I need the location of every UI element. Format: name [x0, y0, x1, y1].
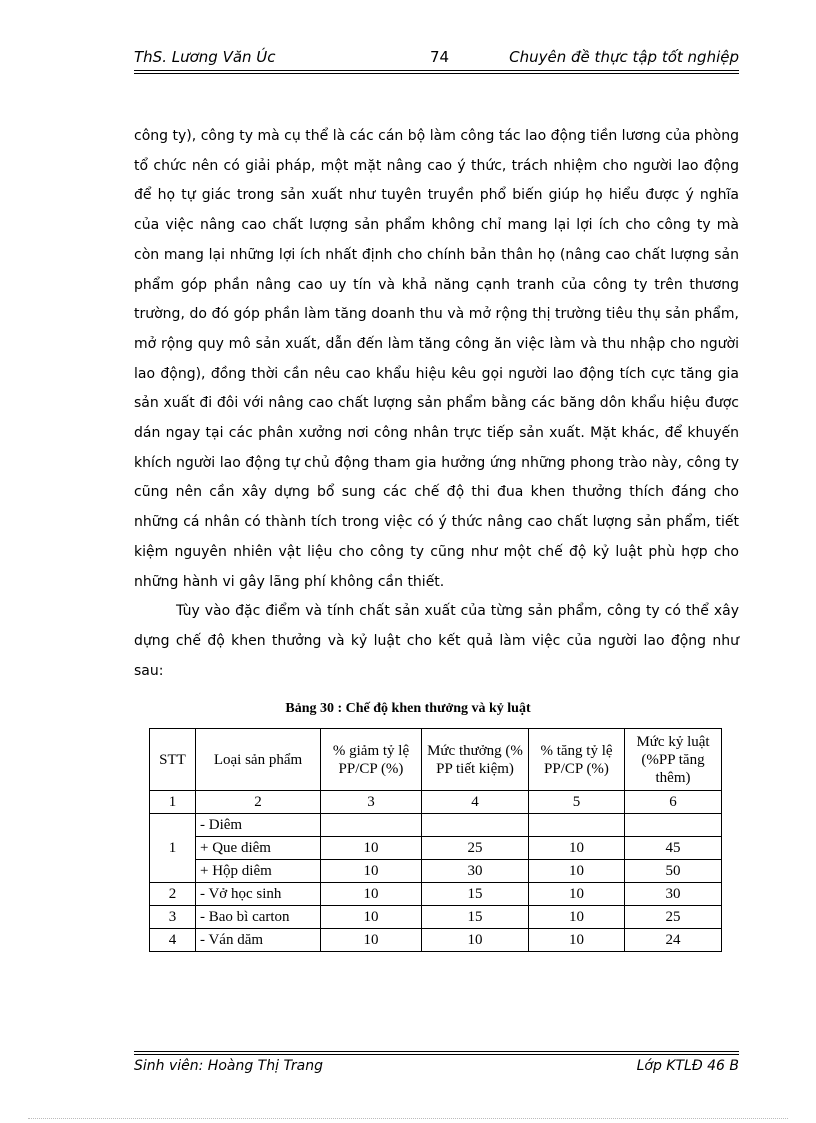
value-cell: 10	[321, 837, 422, 860]
header-cell: % tăng tỷ lệ PP/CP (%)	[529, 729, 625, 791]
index-cell: 5	[529, 791, 625, 814]
header-cell: % giảm tỷ lệ PP/CP (%)	[321, 729, 422, 791]
header-cell: Loại sản phẩm	[196, 729, 321, 791]
value-cell: 10	[321, 860, 422, 883]
stt-cell: 3	[150, 906, 196, 929]
value-cell: 24	[625, 929, 722, 952]
value-cell: 10	[321, 883, 422, 906]
table-index-row	[150, 791, 722, 814]
value-cell: 10	[529, 906, 625, 929]
value-cell	[321, 814, 422, 837]
stt-cell: 1	[150, 814, 196, 883]
product-cell: - Diêm	[196, 814, 321, 837]
stt-cell: 4	[150, 929, 196, 952]
table-caption: Bảng 30 : Chế độ khen thưởng và kỷ luật	[285, 701, 531, 716]
header-cell: Mức kỷ luật (%PP tăng thêm)	[625, 729, 722, 791]
stt-cell: 2	[150, 883, 196, 906]
value-cell: 10	[529, 837, 625, 860]
table-header-row	[150, 729, 722, 791]
footer-student: Sinh viên: Hoàng Thị Trang	[134, 1058, 324, 1074]
value-cell: 25	[625, 906, 722, 929]
product-cell: + Que diêm	[196, 837, 321, 860]
footer-rule	[134, 1051, 739, 1055]
footer-class: Lớp KTLĐ 46 B	[636, 1058, 739, 1074]
page-header	[134, 48, 739, 70]
table-row	[150, 883, 722, 906]
header-rule	[134, 70, 739, 74]
body-paragraph: công ty), công ty mà cụ thể là các cán bộ làm công tác lao động tiền lương của phòng tổ chức nên có giải pháp, một mặt nâng cao ý thức, trách nhiệm cho người lao động để họ tự giác trong sản xuất như tuyên truyền phổ biến giúp họ hiểu được ý nghĩa của việc nâng cao chất lượng sản phẩm không chỉ mang lại lợi ích cho công ty mà còn mang lại những lợi ích nhất định cho chính bản thân họ (nâng cao chất lượng sản phẩm góp phần nâng cao uy tín và khả năng cạnh tranh của công ty trên thương trường, do đó góp phần làm tăng doanh thu và mở rộng thị trường tiêu thụ sản phẩm, mở rộng quy mô sản xuất, dẫn đến làm tăng công ăn việc làm và thu nhập cho người lao động), đồng thời cần nêu cao khẩu hiệu kêu gọi người lao động tích cực tăng gia sản xuất đi đôi với nâng cao chất lượng sản phẩm bằng các băng dôn khẩu hiệu được dán ngay tại các phân xưởng nơi công nhân trực tiếp sản xuất. Mặt khác, để khuyến khích người lao động tự chủ động tham gia hưởng ứng những phong trào này, công ty cũng nên cần xây dựng bổ sung các chế độ thi đua khen thưởng thích đáng cho những cá nhân có thành tích trong việc có ý thức nâng cao chất lượng sản phẩm, tiết kiệm nguyên nhiên vật liệu cho công ty cũng như một chế độ kỷ luật phù hợp cho những hành vi gây lãng phí không cần thiết.	[134, 128, 739, 590]
table-row	[150, 860, 722, 883]
index-cell: 2	[196, 791, 321, 814]
header-cell: Mức thưởng (% PP tiết kiệm)	[422, 729, 529, 791]
index-cell: 1	[150, 791, 196, 814]
value-cell: 10	[321, 906, 422, 929]
value-cell: 15	[422, 883, 529, 906]
product-cell: - Ván dăm	[196, 929, 321, 952]
header-cell: STT	[150, 729, 196, 791]
value-cell: 10	[321, 929, 422, 952]
header-title: Chuyên đề thực tập tốt nghiệp	[509, 48, 739, 66]
value-cell: 10	[529, 860, 625, 883]
value-cell: 25	[422, 837, 529, 860]
product-cell: + Hộp diêm	[196, 860, 321, 883]
value-cell	[529, 814, 625, 837]
table-row	[150, 814, 722, 837]
value-cell: 15	[422, 906, 529, 929]
value-cell: 10	[422, 929, 529, 952]
value-cell: 50	[625, 860, 722, 883]
value-cell: 30	[422, 860, 529, 883]
header-author: ThS. Lương Văn Úc	[134, 48, 276, 66]
page-edge-divider	[28, 1118, 788, 1119]
index-cell: 6	[625, 791, 722, 814]
page-footer	[134, 1058, 739, 1080]
index-cell: 3	[321, 791, 422, 814]
table-row	[150, 837, 722, 860]
value-cell	[625, 814, 722, 837]
value-cell	[422, 814, 529, 837]
body-paragraph: Tùy vào đặc điểm và tính chất sản xuất của từng sản phẩm, công ty có thể xây dựng chế độ khen thưởng và kỷ luật cho kết quả làm việc của người lao động như sau:	[134, 603, 739, 679]
index-cell: 4	[422, 791, 529, 814]
table-row	[150, 929, 722, 952]
page-number: 74	[430, 48, 450, 66]
value-cell: 45	[625, 837, 722, 860]
product-cell: - Bao bì carton	[196, 906, 321, 929]
table-row	[150, 906, 722, 929]
value-cell: 30	[625, 883, 722, 906]
product-cell: - Vở học sinh	[196, 883, 321, 906]
value-cell: 10	[529, 929, 625, 952]
reward-discipline-table	[149, 728, 722, 952]
value-cell: 10	[529, 883, 625, 906]
document-body	[134, 122, 739, 686]
